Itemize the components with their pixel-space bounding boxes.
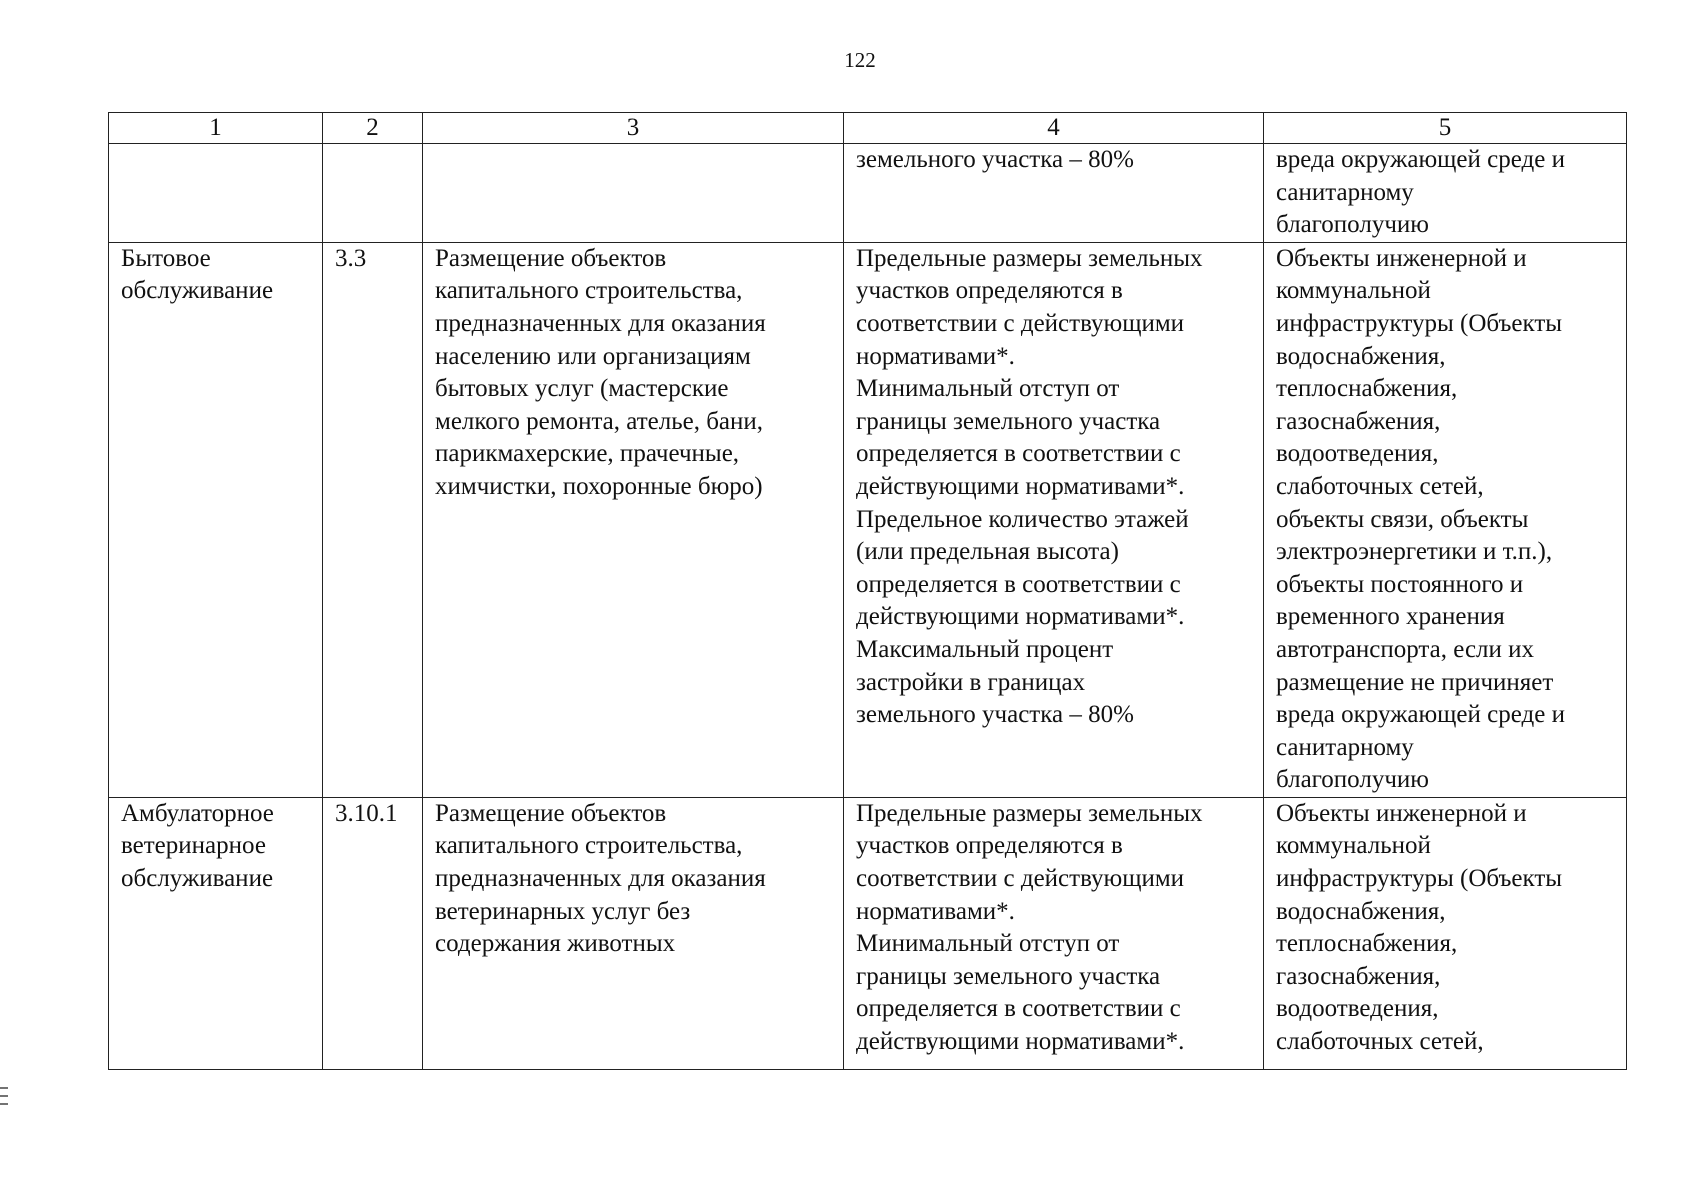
cell-line: теплоснабжения, xyxy=(1276,930,1458,958)
cell-line: слаботочных сетей, xyxy=(1276,472,1484,500)
code-cell: 3.3 xyxy=(323,242,423,797)
auxiliary-uses-cell xyxy=(1264,797,1627,1069)
code-cell: 3.10.1 xyxy=(323,797,423,1069)
cell-line: инфраструктуры (Объекты xyxy=(1276,865,1563,893)
cell-line: газоснабжения, xyxy=(1276,962,1441,990)
header-col-4: 4 xyxy=(844,113,1264,144)
cell-line: границы земельного участка xyxy=(856,962,1161,990)
cell-line: соответствии с действующими xyxy=(856,865,1185,893)
cell-line: нормативами*. xyxy=(856,342,1015,370)
cell-line: застройки в границах xyxy=(856,668,1086,696)
cell-line: Предельное количество этажей xyxy=(856,505,1189,533)
cell-line: земельного участка – 80% xyxy=(856,701,1134,729)
cell-line: земельного участка – 80% xyxy=(856,146,1134,173)
cell-line: обслуживание xyxy=(121,277,274,305)
header-col-3: 3 xyxy=(423,113,844,144)
table-row xyxy=(109,242,1627,797)
cell-line: Максимальный процент xyxy=(856,635,1114,663)
cell-line: бытовых услуг (мастерские xyxy=(435,375,729,403)
cell-line: вреда окружающей среде и xyxy=(1276,146,1565,173)
cell-line: водоотведения, xyxy=(1276,440,1439,468)
header-row xyxy=(109,113,1627,144)
cell-line: благополучию xyxy=(1276,766,1429,794)
cell-line: объекты связи, объекты xyxy=(1276,505,1529,533)
cell-line: коммунальной xyxy=(1276,832,1431,860)
use-name-cell xyxy=(109,242,323,797)
cell-line: Минимальный отступ от xyxy=(856,375,1120,403)
cell-line: действующими нормативами*. xyxy=(856,603,1185,631)
cell-line: определяется в соответствии с xyxy=(856,570,1181,598)
parameters-cell xyxy=(844,797,1264,1069)
auxiliary-uses-cell xyxy=(1264,144,1627,243)
cell-line: действующими нормативами*. xyxy=(856,472,1185,500)
cell-line: вреда окружающей среде и xyxy=(1276,701,1565,729)
cell-line: инфраструктуры (Объекты xyxy=(1276,309,1563,337)
description-cell xyxy=(423,797,844,1069)
cell-line: водоснабжения, xyxy=(1276,342,1446,370)
use-name-cell xyxy=(109,797,323,1069)
cell-line: электроэнергетики и т.п.), xyxy=(1276,538,1553,566)
description-cell xyxy=(423,242,844,797)
cell-line: нормативами*. xyxy=(856,897,1015,925)
header-col-2: 2 xyxy=(323,113,423,144)
cell-line: коммунальной xyxy=(1276,277,1431,305)
scan-edge-mark xyxy=(0,1082,8,1112)
code-cell xyxy=(323,144,423,243)
cell-line: капитального строительства, xyxy=(435,832,743,860)
cell-line: химчистки, похоронные бюро) xyxy=(435,472,763,500)
cell-line: определяется в соответствии с xyxy=(856,440,1181,468)
cell-line: границы земельного участка xyxy=(856,407,1161,435)
cell-line: водоснабжения, xyxy=(1276,897,1446,925)
land-use-table xyxy=(108,112,1627,1070)
cell-line: объекты постоянного и xyxy=(1276,570,1524,598)
header-col-5: 5 xyxy=(1264,113,1627,144)
cell-line: определяется в соответствии с xyxy=(856,995,1181,1023)
cell-line: предназначенных для оказания xyxy=(435,865,766,893)
cell-line: автотранспорта, если их xyxy=(1276,635,1535,663)
cell-line: парикмахерские, прачечные, xyxy=(435,440,740,468)
cell-line: участков определяются в xyxy=(856,277,1123,305)
cell-line: капитального строительства, xyxy=(435,277,743,305)
cell-line: размещение не причиняет xyxy=(1276,668,1554,696)
header-col-1: 1 xyxy=(109,113,323,144)
description-cell xyxy=(423,144,844,243)
page-number: 122 xyxy=(844,48,876,72)
cell-line: обслуживание xyxy=(121,865,274,893)
cell-line: Амбулаторное xyxy=(121,799,274,827)
cell-line: Предельные размеры земельных xyxy=(856,799,1203,827)
cell-line: благополучию xyxy=(1276,211,1429,239)
table-row xyxy=(109,144,1627,243)
cell-line: действующими нормативами*. xyxy=(856,1028,1185,1056)
cell-line: временного хранения xyxy=(1276,603,1505,631)
cell-line: (или предельная высота) xyxy=(856,538,1119,566)
cell-line: содержания животных xyxy=(435,930,676,958)
cell-line: Объекты инженерной и xyxy=(1276,244,1527,272)
cell-line: водоотведения, xyxy=(1276,995,1439,1023)
cell-line: газоснабжения, xyxy=(1276,407,1441,435)
cell-line: Бытовое xyxy=(121,244,211,272)
cell-line: Размещение объектов xyxy=(435,244,667,272)
parameters-cell xyxy=(844,242,1264,797)
cell-line: предназначенных для оказания xyxy=(435,309,766,337)
cell-line: санитарному xyxy=(1276,733,1414,761)
cell-line: санитарному xyxy=(1276,178,1414,206)
cell-line: соответствии с действующими xyxy=(856,309,1185,337)
cell-line: ветеринарных услуг без xyxy=(435,897,691,925)
cell-line: ветеринарное xyxy=(121,832,266,860)
cell-line: Размещение объектов xyxy=(435,799,667,827)
parameters-cell xyxy=(844,144,1264,243)
cell-line: Предельные размеры земельных xyxy=(856,244,1203,272)
cell-line: Объекты инженерной и xyxy=(1276,799,1527,827)
cell-line: теплоснабжения, xyxy=(1276,375,1458,403)
cell-line: слаботочных сетей, xyxy=(1276,1028,1484,1056)
cell-line: участков определяются в xyxy=(856,832,1123,860)
cell-line: мелкого ремонта, ателье, бани, xyxy=(435,407,764,435)
auxiliary-uses-cell xyxy=(1264,242,1627,797)
cell-line: населению или организациям xyxy=(435,342,751,370)
use-name-cell xyxy=(109,144,323,243)
table-row xyxy=(109,797,1627,1069)
cell-line: Минимальный отступ от xyxy=(856,930,1120,958)
